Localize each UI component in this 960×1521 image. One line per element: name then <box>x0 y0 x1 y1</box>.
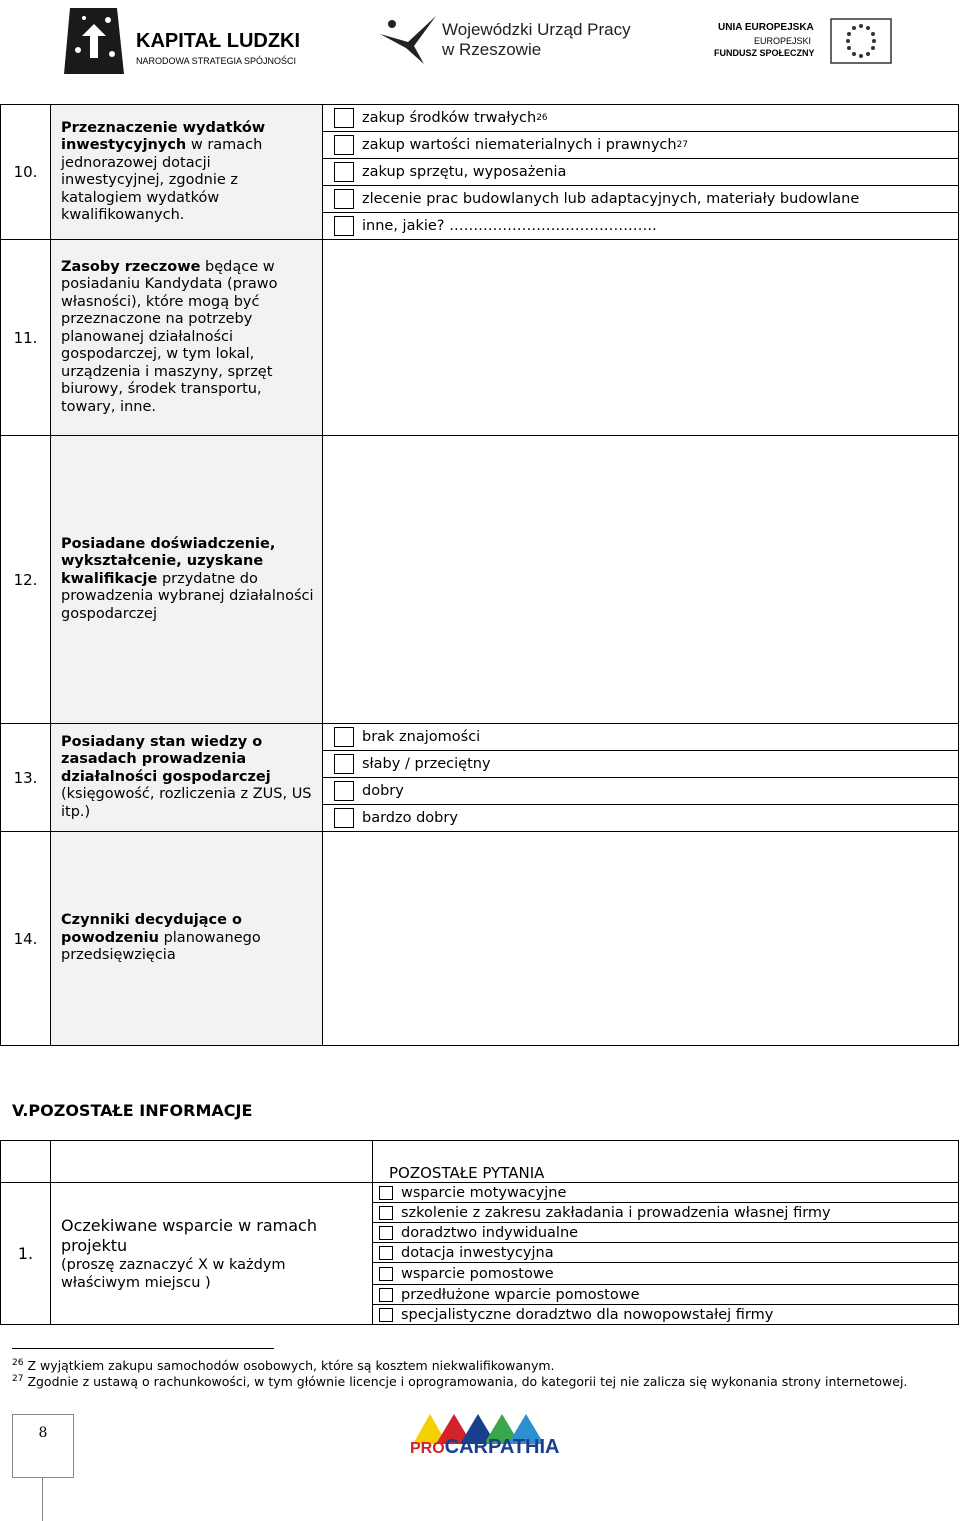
table-row <box>1 240 959 436</box>
wup-logo <box>378 12 638 68</box>
question-bold: Posiadane doświadczenie, wykształcenie, uzyskane kwalifikacje <box>61 535 276 587</box>
checkbox[interactable] <box>379 1288 393 1302</box>
checkbox[interactable] <box>334 754 354 774</box>
table-row <box>1 832 959 1046</box>
row-number: 14. <box>1 832 51 1046</box>
option-label: zakup środków trwałych <box>362 110 537 126</box>
footnote-ref: 27 <box>676 140 689 150</box>
page-number: 8 <box>38 1425 48 1441</box>
row-number: 11. <box>1 240 51 436</box>
question-text: (księgowość, rozliczenia z ZUS, US itp.) <box>61 786 312 820</box>
table-header: POZOSTAŁE PYTANIA <box>373 1141 959 1183</box>
logo-carpathia: CARPATHIA <box>444 1436 560 1458</box>
answer-field[interactable] <box>323 240 959 436</box>
option-label: zakup sprzętu, wyposażenia <box>362 164 567 180</box>
checkbox[interactable] <box>334 216 354 236</box>
page-header <box>0 0 960 80</box>
option-label: dobry <box>362 783 404 799</box>
option-label: wsparcie motywacyjne <box>401 1184 567 1201</box>
footnote <box>12 1358 555 1373</box>
question-cell <box>51 436 323 724</box>
question-text: w ramach jednorazowej dotacji inwestycyjnej, zgodnie z katalogiem wydatków kwalifikowanych. <box>61 137 263 223</box>
footnote-text: Z wyjątkiem zakupu samochodów osobowych, które są kosztem niekwalifikowanym. <box>27 1358 555 1374</box>
checkbox-option[interactable] <box>373 1203 958 1223</box>
footnote <box>12 1374 907 1389</box>
kapital-ludzki-subtitle: NARODOWA STRATEGIA SPÓJNOŚCI <box>136 56 297 66</box>
checkbox[interactable] <box>334 162 354 182</box>
answer-field[interactable] <box>323 436 959 724</box>
footnote-number: 27 <box>12 1374 24 1384</box>
question-cell <box>51 1183 373 1325</box>
question-bold: Posiadany stan wiedzy o zasadach prowadzenia działalności gospodarczej <box>61 733 271 785</box>
wup-bird-icon <box>378 12 440 68</box>
kapital-ludzki-title: KAPITAŁ LUDZKI <box>136 30 301 52</box>
footnote-separator <box>12 1348 274 1349</box>
checkbox[interactable] <box>334 189 354 209</box>
question-note: (proszę zaznaczyć X w każdym właściwym miejscu ) <box>61 1256 286 1291</box>
checkbox-option[interactable] <box>373 1243 958 1263</box>
question-cell <box>51 105 323 240</box>
row-number: 13. <box>1 724 51 832</box>
kapital-ludzki-emblem-icon <box>62 6 132 78</box>
checkbox-option[interactable] <box>373 1285 958 1305</box>
checkbox[interactable] <box>334 727 354 747</box>
options-cell <box>323 105 959 240</box>
question-bold: Czynniki decydujące o powodzeniu <box>61 912 242 946</box>
question-cell <box>51 240 323 436</box>
page-number-box <box>12 1414 74 1478</box>
wup-line1: Wojewódzki Urząd Pracy <box>442 20 631 39</box>
checkbox-option[interactable] <box>373 1263 958 1285</box>
application-form-table <box>0 104 959 1046</box>
footnote-ref: 26 <box>536 113 548 123</box>
footnote-number: 26 <box>12 1358 24 1368</box>
question-cell <box>51 724 323 832</box>
question-text: przydatne do prowadzenia wybranej działalności gospodarczej <box>61 570 314 622</box>
option-label: brak znajomości <box>362 729 481 745</box>
kapital-ludzki-logo <box>62 6 322 78</box>
question-text: planowanego przedsięwzięcia <box>61 929 261 964</box>
other-questions-table <box>0 1140 959 1325</box>
option-label: wsparcie pomostowe <box>401 1265 554 1282</box>
question-main: Oczekiwane wsparcie w ramach projektu <box>61 1215 317 1255</box>
checkbox[interactable] <box>379 1267 393 1281</box>
checkbox-option[interactable] <box>373 1223 958 1243</box>
checkbox[interactable] <box>379 1226 393 1240</box>
eu-flag-icon <box>830 18 892 64</box>
option-label: doradztwo indywidualne <box>401 1224 579 1241</box>
option-label: przedłużone wparcie pomostowe <box>401 1286 640 1303</box>
row-number: 10. <box>1 105 51 240</box>
checkbox[interactable] <box>334 108 354 128</box>
table-row <box>1 724 959 832</box>
checkbox[interactable] <box>334 808 354 828</box>
option-label: dotacja inwestycyjna <box>401 1244 554 1261</box>
option-label: słaby / przeciętny <box>362 756 491 772</box>
checkbox-option[interactable] <box>323 778 958 805</box>
option-label: zlecenie prac budowlanych lub adaptacyjnych, materiały budowlane <box>362 191 860 207</box>
page-number-stem <box>42 1478 43 1521</box>
checkbox-option[interactable] <box>323 159 958 186</box>
checkbox[interactable] <box>379 1308 393 1322</box>
checkbox[interactable] <box>379 1246 393 1260</box>
answer-field[interactable] <box>323 832 959 1046</box>
section-title: V.POZOSTAŁE INFORMACJE <box>12 1101 253 1120</box>
checkbox-option[interactable] <box>323 213 958 239</box>
eu-line2: EUROPEJSKI <box>754 36 812 46</box>
checkbox-option[interactable] <box>323 751 958 778</box>
table-row <box>1 105 959 240</box>
option-label: szkolenie z zakresu zakładania i prowadzenia własnej firmy <box>401 1204 831 1221</box>
eu-logo <box>712 18 902 68</box>
options-cell <box>373 1183 959 1325</box>
option-label: inne, jakie? ……………………………………. <box>362 218 657 234</box>
procarpathia-logo <box>410 1412 560 1462</box>
checkbox-option[interactable] <box>323 105 958 132</box>
eu-line3: FUNDUSZ SPOŁECZNY <box>714 48 815 58</box>
checkbox-option[interactable] <box>373 1305 958 1324</box>
checkbox-option[interactable] <box>323 132 958 159</box>
checkbox-option[interactable] <box>323 724 958 751</box>
option-label: specjalistyczne doradztwo dla nowopowstałej firmy <box>401 1306 774 1323</box>
option-label: bardzo dobry <box>362 810 458 826</box>
logo-pro: PRO <box>410 1440 445 1457</box>
checkbox[interactable] <box>334 781 354 801</box>
checkbox[interactable] <box>379 1206 393 1220</box>
checkbox-option[interactable] <box>373 1183 958 1203</box>
eu-line1: UNIA EUROPEJSKA <box>718 22 814 33</box>
checkbox[interactable] <box>334 135 354 155</box>
option-label: zakup wartości niematerialnych i prawnych <box>362 137 677 153</box>
footnote-text: Zgodnie z ustawą o rachunkowości, w tym głównie licencje i oprogramowania, do kategorii tej nie zalicza się wykonania strony internetowej. <box>27 1374 908 1390</box>
table-row <box>1 1183 959 1325</box>
options-cell <box>323 724 959 832</box>
question-text: będące w posiadaniu Kandydata (prawo własności), które mogą być przeznaczone na potrzeby planowanej działalności gospodarczej, w tym lokal, urządzenia i maszyny, sprzęt biurowy, środek transportu, towary, inne. <box>61 258 278 415</box>
checkbox-option[interactable] <box>323 805 958 831</box>
checkbox-option[interactable] <box>323 186 958 213</box>
checkbox[interactable] <box>379 1186 393 1200</box>
row-number: 1. <box>1 1183 51 1325</box>
table-row <box>1 436 959 724</box>
question-bold: Przeznaczenie wydatków inwestycyjnych <box>61 119 266 153</box>
wup-line2: w Rzeszowie <box>442 40 542 59</box>
table-row <box>1 1141 959 1183</box>
question-bold: Zasoby rzeczowe <box>61 258 201 275</box>
row-number: 12. <box>1 436 51 724</box>
question-cell <box>51 832 323 1046</box>
